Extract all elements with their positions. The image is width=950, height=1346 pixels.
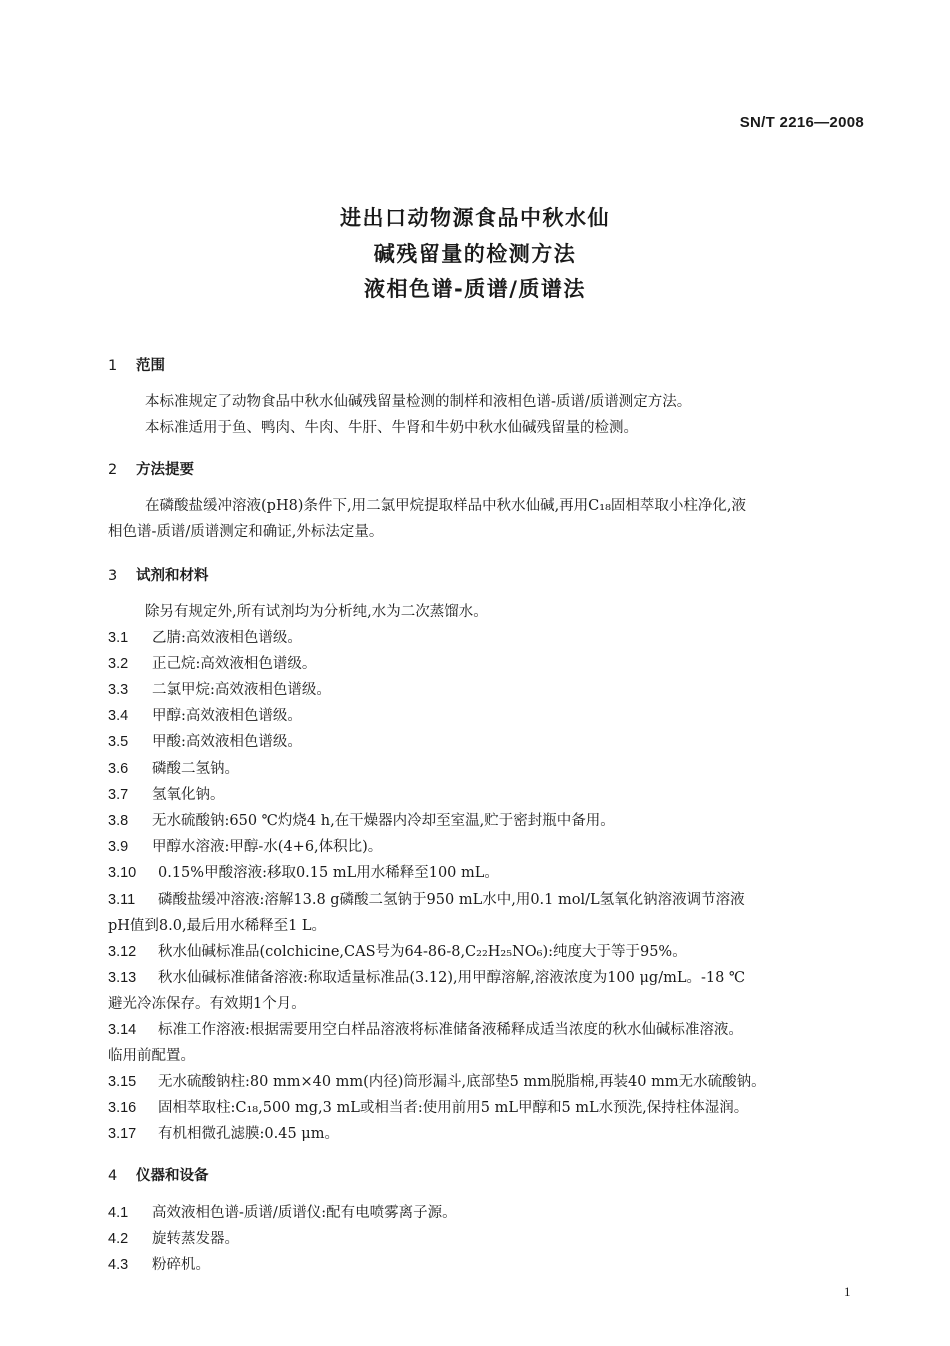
list-item-continuation: 临用前配置。	[108, 1048, 195, 1064]
list-item	[108, 680, 331, 700]
item-text: 高效液相色谱-质谱/质谱仪:配有电喷雾离子源。	[152, 1205, 457, 1221]
item-number: 4.3	[108, 1257, 129, 1273]
list-item-continuation: pH值到8.0,最后用水稀释至1 L。	[108, 918, 327, 934]
section-1-heading	[108, 354, 165, 375]
item-number: 3.16	[108, 1100, 137, 1116]
item-text: 氢氧化钠。	[152, 787, 225, 803]
item-text: 标准工作溶液:根据需要用空白样品溶液将标准储备液稀释成适当浓度的秋水仙碱标准溶液。	[158, 1022, 743, 1038]
item-number: 3.8	[108, 813, 129, 829]
list-item-continuation: 避光冷冻保存。有效期1个月。	[108, 996, 306, 1012]
list-item	[108, 732, 302, 752]
item-text: 0.15%甲酸溶液:移取0.15 mL用水稀释至100 mL。	[158, 865, 499, 881]
list-item	[108, 1098, 748, 1118]
item-text: 有机相微孔滤膜:0.45 μm。	[158, 1126, 339, 1142]
item-number: 4.2	[108, 1231, 129, 1247]
item-text: 秋水仙碱标准储备溶液:称取适量标准品(3.12),用甲醇溶解,溶液浓度为100 μg/mL。-18 ℃	[158, 970, 746, 986]
section-2-line-2: 相色谱-质谱/质谱测定和确证,外标法定量。	[108, 524, 384, 540]
item-number: 3.12	[108, 944, 137, 960]
item-text: 甲醇:高效液相色谱级。	[152, 708, 302, 724]
item-text: 秋水仙碱标准品(colchicine,CAS号为64-86-8,C₂₂H₂₅NO₆):纯度大于等于95%。	[158, 944, 687, 960]
section-title: 方法提要	[136, 462, 194, 478]
section-4-heading	[108, 1164, 209, 1185]
item-text: 乙腈:高效液相色谱级。	[152, 630, 302, 646]
page-number: 1	[844, 1284, 851, 1299]
list-item	[108, 837, 382, 857]
item-text: 甲酸:高效液相色谱级。	[152, 734, 302, 750]
item-number: 3.2	[108, 656, 129, 672]
document-title-line-3: 液相色谱-质谱/质谱法	[364, 277, 586, 301]
section-title: 仪器和设备	[136, 1168, 209, 1184]
item-text: 固相萃取柱:C₁₈,500 mg,3 mL或相当者:使用前用5 mL甲醇和5 mL水预洗,保持柱体湿润。	[158, 1100, 749, 1116]
item-number: 3.1	[108, 630, 129, 646]
item-number: 3.4	[108, 708, 129, 724]
list-item	[108, 1124, 339, 1144]
item-number: 3.13	[108, 970, 137, 986]
item-text: 无水硫酸钠柱:80 mm×40 mm(内径)筒形漏斗,底部垫5 mm脱脂棉,再装40 mm无水硫酸钠。	[158, 1074, 766, 1090]
item-number: 3.14	[108, 1022, 137, 1038]
list-item	[108, 628, 302, 648]
list-item	[108, 1072, 766, 1092]
section-3-intro: 除另有规定外,所有试剂均为分析纯,水为二次蒸馏水。	[145, 604, 488, 620]
list-item	[108, 1203, 457, 1223]
list-item	[108, 785, 225, 805]
section-title: 试剂和材料	[136, 568, 209, 584]
item-text: 磷酸盐缓冲溶液:溶解13.8 g磷酸二氢钠于950 mL水中,用0.1 mol/L氢氧化钠溶液调节溶液	[158, 892, 745, 908]
item-number: 3.9	[108, 839, 129, 855]
document-title-line-2: 碱残留量的检测方法	[373, 242, 577, 266]
section-number: 4	[108, 1168, 118, 1184]
list-item	[108, 863, 499, 883]
item-number: 3.17	[108, 1126, 137, 1142]
item-text: 粉碎机。	[152, 1257, 210, 1273]
section-title: 范围	[136, 358, 165, 374]
section-number: 1	[108, 358, 118, 374]
section-number: 3	[108, 568, 118, 584]
section-number: 2	[108, 462, 118, 478]
list-item	[108, 942, 687, 962]
list-item	[108, 968, 745, 988]
list-item	[108, 890, 745, 910]
item-number: 3.6	[108, 761, 129, 777]
item-number: 3.7	[108, 787, 129, 803]
list-item	[108, 759, 239, 779]
item-number: 3.15	[108, 1074, 137, 1090]
document-title-line-1: 进出口动物源食品中秋水仙	[340, 206, 610, 230]
list-item	[108, 1255, 210, 1275]
item-text: 正己烷:高效液相色谱级。	[152, 656, 317, 672]
section-1-paragraph-1: 本标准规定了动物食品中秋水仙碱残留量检测的制样和液相色谱-质谱/质谱测定方法。	[145, 394, 692, 410]
list-item	[108, 706, 302, 726]
item-text: 二氯甲烷:高效液相色谱级。	[152, 682, 331, 698]
item-number: 3.5	[108, 734, 129, 750]
list-item	[108, 654, 316, 674]
section-3-heading	[108, 564, 209, 585]
section-2-heading	[108, 458, 194, 479]
item-text: 甲醇水溶液:甲醇-水(4+6,体积比)。	[152, 839, 383, 855]
list-item	[108, 1020, 743, 1040]
item-text: 旋转蒸发器。	[152, 1231, 239, 1247]
item-number: 4.1	[108, 1205, 129, 1221]
standard-code: SN/T 2216—2008	[739, 114, 864, 131]
list-item	[108, 1229, 239, 1249]
item-text: 无水硫酸钠:650 ℃灼烧4 h,在干燥器内冷却至室温,贮于密封瓶中备用。	[152, 813, 615, 829]
item-text: 磷酸二氢钠。	[152, 761, 239, 777]
item-number: 3.10	[108, 865, 137, 881]
section-1-paragraph-2: 本标准适用于鱼、鸭肉、牛肉、牛肝、牛肾和牛奶中秋水仙碱残留量的检测。	[145, 420, 638, 436]
section-2-line-1: 在磷酸盐缓冲溶液(pH8)条件下,用二氯甲烷提取样品中秋水仙碱,再用C₁₈固相萃取小柱净化,液	[145, 498, 747, 514]
list-item	[108, 811, 615, 831]
item-number: 3.11	[108, 892, 136, 908]
item-number: 3.3	[108, 682, 129, 698]
